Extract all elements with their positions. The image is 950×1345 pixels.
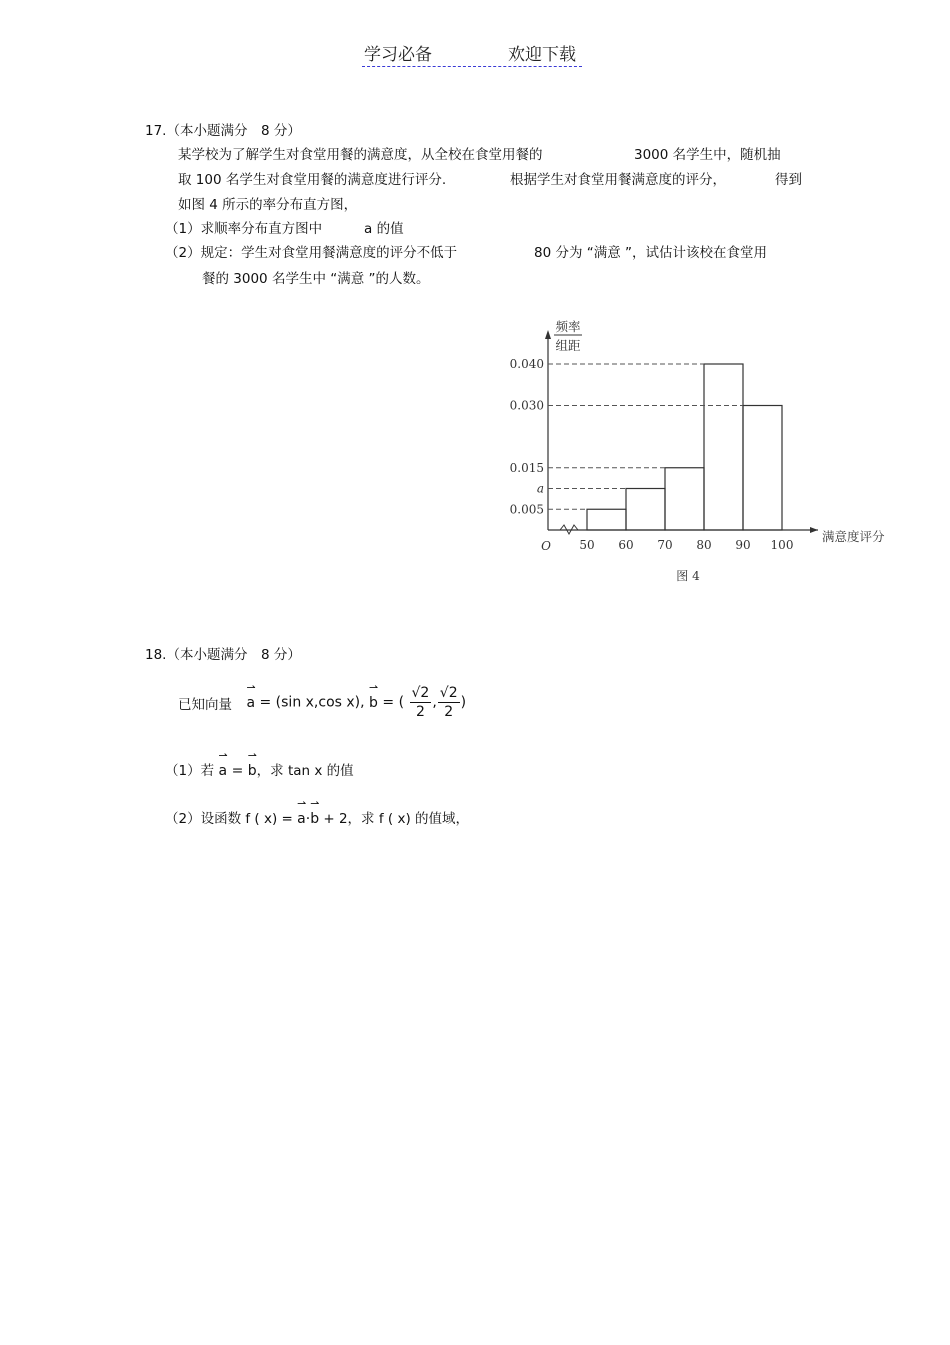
vector-a bbox=[246, 680, 256, 711]
vector-arrow-icon: ⇀ bbox=[218, 749, 228, 762]
histogram-bar bbox=[587, 509, 626, 530]
histogram-bar bbox=[704, 364, 743, 530]
fraction-2-numerator: √2 bbox=[439, 685, 458, 701]
vector-b-eq: = ( bbox=[382, 694, 405, 711]
y-tick-label: 0.015 bbox=[509, 460, 544, 475]
y-axis-label-bottom: 组距 bbox=[555, 338, 581, 353]
given-label: 已知向量 bbox=[178, 696, 232, 713]
q17-title: 17.（本小题满分 8 分） bbox=[145, 123, 301, 139]
vector-a bbox=[297, 797, 307, 827]
x-tick-label: 90 bbox=[735, 538, 751, 552]
fraction-1-denominator: 2 bbox=[415, 704, 425, 720]
q17-sub2a: （2）规定：学生对食堂用餐满意度的评分不低于 bbox=[165, 245, 458, 261]
q17-line2c: 得到 bbox=[775, 172, 802, 188]
header-left-text: 学习必备 bbox=[364, 45, 432, 65]
vector-b-label: b bbox=[369, 694, 378, 711]
vector-a-label: a bbox=[246, 694, 256, 711]
vector-arrow-icon: ⇀ bbox=[247, 749, 257, 762]
vector-b bbox=[247, 749, 257, 779]
vector-arrow-icon: ⇀ bbox=[246, 680, 256, 694]
y-tick-label: 0.040 bbox=[509, 357, 544, 371]
fraction-1 bbox=[410, 684, 432, 721]
origin-label: O bbox=[541, 539, 551, 553]
x-tick-label: 80 bbox=[696, 538, 712, 552]
vector-b bbox=[369, 680, 379, 711]
x-tick-label: 70 bbox=[657, 538, 673, 552]
histogram-bar bbox=[626, 489, 665, 531]
frequency-histogram bbox=[500, 312, 900, 592]
header-right-text: 欢迎下载 bbox=[508, 45, 576, 65]
q17-line2a: 取 100 名学生对食堂用餐的满意度进行评分. bbox=[178, 172, 447, 188]
part1-eq: = bbox=[227, 763, 248, 779]
q17-sub2c: 餐的 3000 名学生中 “满意 ”的人数。 bbox=[202, 271, 430, 287]
part1-suffix: ，求 tan x 的值 bbox=[256, 763, 354, 779]
fraction-1-numerator: √2 bbox=[411, 685, 430, 701]
fraction-2 bbox=[438, 684, 460, 721]
fraction-comma: , bbox=[432, 694, 437, 711]
q17-line3: 如图 4 所示的率分布直方图， bbox=[178, 197, 358, 213]
x-tick-label: 60 bbox=[618, 538, 634, 552]
dot-product-symbol: · bbox=[305, 811, 311, 827]
y-axis-arrow-icon bbox=[545, 330, 551, 339]
page-header bbox=[362, 40, 582, 67]
x-tick-label: 50 bbox=[579, 538, 595, 552]
vector-arrow-icon: ⇀ bbox=[369, 680, 379, 694]
q17-sub2b: 80 分为 “满意 ”，试估计该校在食堂用 bbox=[534, 245, 768, 261]
y-tick-label: 0.005 bbox=[509, 502, 544, 517]
vector-arrow-icon: ⇀ bbox=[297, 797, 307, 810]
q17-line2b: 根据学生对食堂用餐满意度的评分， bbox=[510, 172, 726, 188]
vector-a-label: a bbox=[297, 811, 306, 827]
vector-arrow-icon: ⇀ bbox=[310, 797, 320, 810]
x-axis-label: 满意度评分 bbox=[822, 529, 885, 544]
fraction-2-denominator: 2 bbox=[444, 704, 454, 720]
vector-a-expression: = (sin x,cos x), bbox=[259, 694, 365, 711]
x-axis-arrow-icon bbox=[810, 527, 818, 533]
q18-part2 bbox=[165, 797, 470, 827]
q17-line1a: 某学校为了解学生对食堂用餐的满意度，从全校在食堂用餐的 bbox=[178, 147, 543, 163]
vector-b-label: b bbox=[247, 763, 257, 779]
part2-suffix: + 2，求 f ( x) 的值域， bbox=[319, 811, 470, 827]
vector-a bbox=[218, 749, 228, 779]
q18-part1 bbox=[165, 749, 354, 779]
histogram-bar bbox=[665, 468, 704, 530]
part1-prefix: （1）若 bbox=[165, 763, 215, 779]
vector-a-label: a bbox=[218, 763, 228, 779]
part2-prefix: （2）设函数 f ( x) = bbox=[165, 811, 298, 827]
figure-caption: 图 4 bbox=[676, 569, 700, 583]
q17-sub1b: a 的值 bbox=[364, 221, 404, 237]
q18-given-vectors bbox=[178, 680, 467, 721]
histogram-bar bbox=[743, 406, 782, 531]
q17-line1b: 3000 名学生中，随机抽 bbox=[634, 147, 781, 163]
q17-sub1a: （1）求顺率分布直方图中 bbox=[165, 221, 323, 237]
vector-b-label: b bbox=[310, 811, 320, 827]
vector-b bbox=[310, 797, 320, 827]
q18-title: 18.（本小题满分 8 分） bbox=[145, 647, 301, 663]
vector-b-close: ) bbox=[460, 694, 467, 711]
x-tick-label: 100 bbox=[770, 538, 794, 552]
y-axis-label-top: 频率 bbox=[555, 319, 581, 334]
y-tick-label: 0.030 bbox=[509, 398, 544, 413]
y-tick-label: a bbox=[536, 481, 544, 496]
